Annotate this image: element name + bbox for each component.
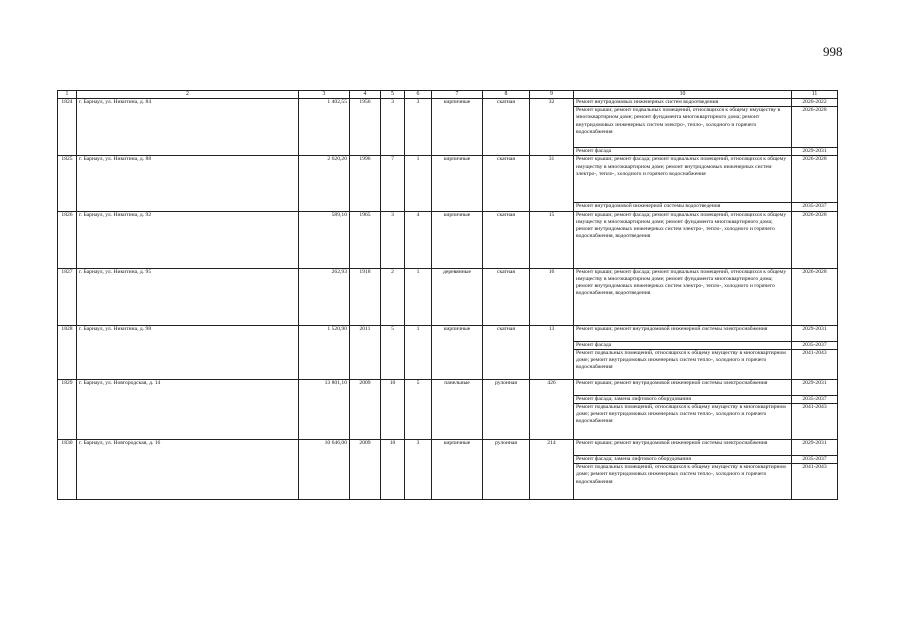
entrances-count: 1 [405,325,432,379]
roof-type: рулонная [483,440,530,500]
apartments-count: 214 [530,440,574,500]
work-period: 2035-2037 [792,341,838,349]
floors-count: 10 [381,440,405,500]
header-cell: 9 [530,91,574,99]
work-description: Ремонт подвальных помещений, относящихся к общему имуществу в многоквартирном доме; ремонт внутридомовых инженерных систем тепло-, холодного и горячего водоснабжения [574,404,792,440]
work-description: Ремонт крыши; ремонт фасада; ремонт подвальных помещений, относящихся к общему имуществу в многоквартирном доме; ремонт фундамента многоквартирного дома; ремонт внутридомовых инженерных систем электро-, тепло-, холодного и горячего водоснабжения, водоотведения [574,211,792,268]
header-cell: 2 [77,91,299,99]
table-row [58,268,838,325]
apartments-count: 31 [530,156,574,211]
wall-material: кирпичные [432,99,483,156]
work-period: 2029-2031 [792,148,838,156]
build-year: 1996 [350,156,381,211]
total-area: 1 402,55 [299,99,350,156]
table-row [58,211,838,268]
entrances-count: 3 [405,440,432,500]
work-period: 2026-2028 [792,268,838,325]
floors-count: 3 [381,211,405,268]
header-cell: 3 [299,91,350,99]
record-number: 1830 [58,440,77,500]
address: г. Барнаул, ул. Новгородская, д. 14 [77,379,299,439]
table-row [58,379,838,395]
header-cell: 8 [483,91,530,99]
work-period: 2041-2043 [792,349,838,379]
work-description: Ремонт крыши; ремонт фасада; ремонт подвальных помещений, относящихся к общему имуществу в многоквартирном доме; ремонт фундамента многоквартирного дома; ремонт внутридомовых инженерных систем электро-, тепло-, холодного и горячего водоснабжения, водоотведения [574,268,792,325]
build-year: 1918 [350,268,381,325]
table-row [58,325,838,341]
wall-material: кирпичные [432,156,483,211]
apartments-count: 32 [530,99,574,156]
work-description: Ремонт внутридомовой инженерной системы водоотведения [574,203,792,211]
header-row [58,91,838,99]
work-period: 2041-2043 [792,464,838,500]
header-cell: 4 [350,91,381,99]
work-period: 2020-2022 [792,99,838,107]
roof-type: скатная [483,156,530,211]
work-description: Ремонт крыши; ремонт подвальных помещений, относящихся к общему имуществу в многоквартирном доме; ремонт фундамента многоквартирного дома; ремонт внутридомовых инженерных систем электро-, тепло-, холодного и горячего водоснабжения [574,107,792,148]
table-row [58,440,838,456]
header-cell: 5 [381,91,405,99]
address: г. Барнаул, ул. Никитина, д. 92 [77,211,299,268]
total-area: 1 520,90 [299,325,350,379]
build-year: 1956 [350,99,381,156]
page-number: 998 [823,44,843,59]
build-year: 1965 [350,211,381,268]
build-year: 2011 [350,325,381,379]
floors-count: 5 [381,325,405,379]
total-area: 262,93 [299,268,350,325]
work-period: 2029-2031 [792,325,838,341]
build-year: 2009 [350,379,381,439]
work-description: Ремонт крыши; ремонт внутридомовой инженерной системы электроснабжения [574,379,792,395]
wall-material: деревянные [432,268,483,325]
work-period: 2029-2031 [792,440,838,456]
work-period: 2026-2028 [792,211,838,268]
roof-type: скатная [483,211,530,268]
work-period: 2035-2037 [792,203,838,211]
table-row [58,99,838,107]
work-description: Ремонт фасада [574,148,792,156]
record-number: 1825 [58,156,77,211]
wall-material: кирпичные [432,211,483,268]
address: г. Барнаул, ул. Никитина, д. 88 [77,156,299,211]
total-area: 13 801,10 [299,379,350,439]
work-description: Ремонт крыши; ремонт фасада; ремонт подвальных помещений, относящихся к общему имуществу в многоквартирном доме; ремонт внутридомовых инженерных систем электро-, тепло-, холодного и горячего водоснабжения [574,156,792,203]
floors-count: 3 [381,99,405,156]
total-area: 10 646,00 [299,440,350,500]
build-year: 2009 [350,440,381,500]
roof-type: скатная [483,99,530,156]
wall-material: кирпичные [432,440,483,500]
total-area: 589,10 [299,211,350,268]
header-cell: 1 [58,91,77,99]
work-description: Ремонт крыши; ремонт внутридомовой инженерной системы электроснабжения [574,325,792,341]
work-description: Ремонт фасада; замена лифтового оборудования [574,456,792,464]
wall-material: панельные [432,379,483,439]
total-area: 2 620,20 [299,156,350,211]
floors-count: 7 [381,156,405,211]
apartments-count: 16 [530,268,574,325]
entrances-count: 1 [405,268,432,325]
apartments-count: 426 [530,379,574,439]
address: г. Барнаул, ул. Никитина, д. 84 [77,99,299,156]
work-description: Ремонт фасада; замена лифтового оборудования [574,395,792,403]
record-number: 1826 [58,211,77,268]
header-cell: 7 [432,91,483,99]
entrances-count: 4 [405,211,432,268]
entrances-count: 1 [405,156,432,211]
work-period: 2041-2043 [792,404,838,440]
work-description: Ремонт крыши; ремонт внутридомовой инженерной системы электроснабжения [574,440,792,456]
header-cell: 11 [792,91,838,99]
work-description: Ремонт подвальных помещений, относящихся к общему имуществу в многоквартирном доме; ремонт внутридомовых инженерных систем тепло-, холодного и горячего водоснабжения [574,464,792,500]
header-cell: 10 [574,91,792,99]
roof-type: рулонная [483,379,530,439]
work-period: 2026-2028 [792,107,838,148]
address: г. Барнаул, ул. Никитина, д. 95 [77,268,299,325]
floors-count: 2 [381,268,405,325]
entrances-count: 5 [405,379,432,439]
wall-material: кирпичные [432,325,483,379]
record-number: 1824 [58,99,77,156]
header-cell: 6 [405,91,432,99]
floors-count: 10 [381,379,405,439]
roof-type: скатная [483,325,530,379]
record-number: 1827 [58,268,77,325]
address: г. Барнаул, ул. Новгородская, д. 16 [77,440,299,500]
work-period: 2026-2028 [792,156,838,203]
work-description: Ремонт фасада [574,341,792,349]
repair-schedule-table [57,90,838,500]
work-period: 2035-2037 [792,456,838,464]
work-description: Ремонт внутридомовых инженерных систем водоотведения [574,99,792,107]
table-row [58,156,838,203]
apartments-count: 13 [530,325,574,379]
address: г. Барнаул, ул. Никитина, д. 98 [77,325,299,379]
work-description: Ремонт подвальных помещений, относящихся к общему имуществу в многоквартирном доме; ремонт внутридомовых инженерных систем тепло-, холодного и горячего водоснабжения [574,349,792,379]
work-period: 2035-2037 [792,395,838,403]
apartments-count: 15 [530,211,574,268]
roof-type: скатная [483,268,530,325]
record-number: 1828 [58,325,77,379]
work-period: 2029-2031 [792,379,838,395]
entrances-count: 3 [405,99,432,156]
record-number: 1829 [58,379,77,439]
